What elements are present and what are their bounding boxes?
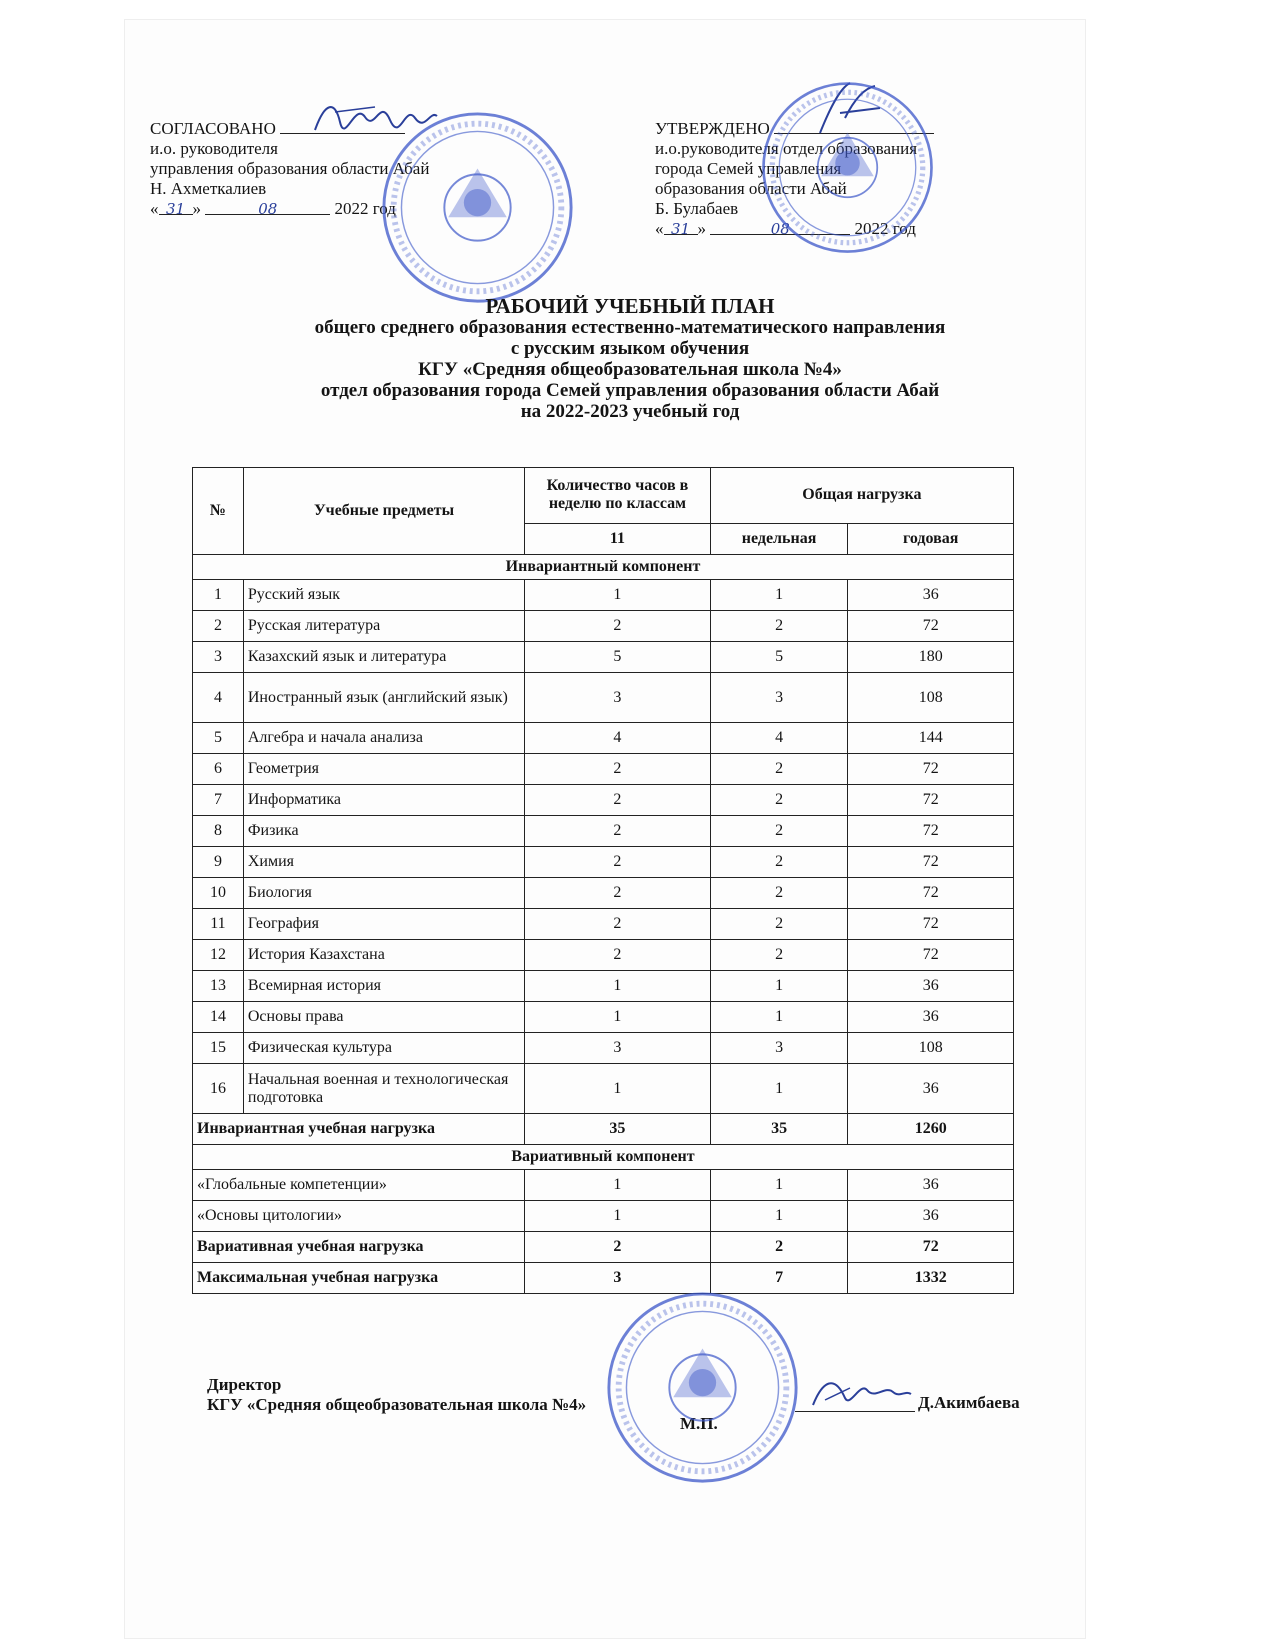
header-subjects: Учебные предметы	[243, 468, 524, 555]
variative-total-row-yearly: 72	[848, 1232, 1014, 1263]
approval-right-name: Б. Булабаев	[655, 199, 739, 218]
row-subject: Химия	[243, 847, 524, 878]
table-row	[193, 1002, 1014, 1033]
document-subtitle-line4: КГУ «Средняя общеобразовательная школа №4»	[418, 359, 842, 380]
row-yearly: 36	[848, 1064, 1014, 1114]
approval-right-position1: и.о.руководителя отдел образования	[655, 139, 918, 158]
approval-right-position2: города Семей управления	[655, 159, 842, 178]
row-subject: Основы права	[243, 1002, 524, 1033]
row-subject: Казахский язык и литература	[243, 642, 524, 673]
variative-total-row-hours: 2	[525, 1232, 711, 1263]
row-num: 10	[193, 878, 244, 909]
row-hours: 2	[525, 878, 711, 909]
row-weekly: 5	[710, 642, 848, 673]
row-weekly: 1	[710, 1002, 848, 1033]
stamp-place-label: М.П.	[680, 1414, 718, 1433]
approval-left-block: СОГЛАСОВАНО и.о. руководителя управления образования области Абай Н. Ахметкалиев « 31 » 08 2022 год	[150, 119, 430, 218]
footer-block	[207, 1375, 586, 1415]
document-subtitle-line3: с русским языком обучения	[510, 338, 750, 359]
header-num: №	[193, 468, 244, 555]
max-total-row-weekly: 7	[710, 1263, 848, 1294]
approval-left-position1: и.о. руководителя	[150, 139, 278, 158]
row-hours: 2	[525, 847, 711, 878]
row-subject: География	[243, 909, 524, 940]
row-yearly: 72	[848, 878, 1014, 909]
row-hours: 2	[525, 785, 711, 816]
row-num: 5	[193, 723, 244, 754]
row-weekly: 1	[710, 1201, 848, 1232]
row-hours: 1	[525, 1201, 711, 1232]
table-row	[193, 580, 1014, 611]
row-num: 12	[193, 940, 244, 971]
row-subject: «Глобальные компетенции»	[193, 1170, 525, 1201]
row-weekly: 2	[710, 909, 848, 940]
row-weekly: 1	[710, 580, 848, 611]
row-weekly: 2	[710, 611, 848, 642]
row-subject: Иностранный язык (английский язык)	[243, 673, 524, 723]
table-row	[193, 642, 1014, 673]
header-load: Общая нагрузка	[710, 468, 1013, 524]
row-hours: 1	[525, 971, 711, 1002]
row-subject: Физическая культура	[243, 1033, 524, 1064]
row-yearly: 36	[848, 1002, 1014, 1033]
approval-left-label: СОГЛАСОВАНО	[150, 119, 276, 138]
table-row	[193, 1064, 1014, 1114]
row-subject: «Основы цитологии»	[193, 1201, 525, 1232]
row-hours: 1	[525, 1064, 711, 1114]
row-subject: Русский язык	[243, 580, 524, 611]
header-hours: Количество часов в неделю по классам	[525, 468, 711, 524]
document-subtitle-line5: отдел образования города Семей управления образования области Абай	[320, 380, 940, 401]
row-hours: 3	[525, 1033, 711, 1064]
table-row	[193, 1201, 1014, 1232]
row-hours: 2	[525, 816, 711, 847]
row-num: 4	[193, 673, 244, 723]
table-row	[193, 847, 1014, 878]
row-weekly: 1	[710, 971, 848, 1002]
row-yearly: 72	[848, 847, 1014, 878]
row-weekly: 3	[710, 673, 848, 723]
section-variative	[193, 1145, 1014, 1170]
invariant-total-row-yearly: 1260	[848, 1114, 1014, 1145]
row-subject: Всемирная история	[243, 971, 524, 1002]
row-subject: Алгебра и начала анализа	[243, 723, 524, 754]
header-weekly: недельная	[710, 523, 848, 554]
row-weekly: 2	[710, 816, 848, 847]
table-row	[193, 723, 1014, 754]
variative-total-row-label: Вариативная учебная нагрузка	[193, 1232, 525, 1263]
section-invariant-title: Инвариантный компонент	[193, 555, 1014, 580]
row-weekly: 1	[710, 1170, 848, 1201]
row-subject: Биология	[243, 878, 524, 909]
footer-position: Директор	[207, 1375, 282, 1394]
row-hours: 1	[525, 580, 711, 611]
row-subject: Физика	[243, 816, 524, 847]
row-subject: Информатика	[243, 785, 524, 816]
row-num: 6	[193, 754, 244, 785]
row-num: 1	[193, 580, 244, 611]
row-yearly: 72	[848, 754, 1014, 785]
approval-right-block: УТВЕРЖДЕНО и.о.руководителя отдел образования города Семей управления образования области Абай Б. Булабаев « 31 » 08 2022 год	[655, 118, 934, 239]
row-num: 14	[193, 1002, 244, 1033]
table-row	[193, 785, 1014, 816]
row-yearly: 72	[848, 611, 1014, 642]
document-subtitle-line6: на 2022-2023 учебный год	[520, 401, 740, 422]
table-row	[193, 940, 1014, 971]
invariant-total-row-hours: 35	[525, 1114, 711, 1145]
official-seal-left	[380, 110, 575, 305]
row-yearly: 72	[848, 940, 1014, 971]
row-subject: Начальная военная и технологическая подготовка	[243, 1064, 524, 1114]
header-grade: 11	[525, 523, 711, 554]
approval-right-label: УТВЕРЖДЕНО	[655, 119, 770, 138]
approval-right-day: 31	[664, 219, 698, 235]
row-yearly: 36	[848, 971, 1014, 1002]
director-signature-image	[805, 1370, 915, 1415]
approval-left-day: 31	[159, 199, 193, 215]
header-yearly: годовая	[848, 523, 1014, 554]
row-weekly: 2	[710, 940, 848, 971]
max-total-row-yearly: 1332	[848, 1263, 1014, 1294]
row-weekly: 2	[710, 878, 848, 909]
row-num: 16	[193, 1064, 244, 1114]
curriculum-table	[192, 467, 1014, 1294]
table-row	[193, 1033, 1014, 1064]
row-hours: 3	[525, 673, 711, 723]
row-hours: 2	[525, 940, 711, 971]
row-hours: 5	[525, 642, 711, 673]
variative-total-row-weekly: 2	[710, 1232, 848, 1263]
row-num: 7	[193, 785, 244, 816]
max-total-row-label: Максимальная учебная нагрузка	[193, 1263, 525, 1294]
row-weekly: 2	[710, 847, 848, 878]
approval-right-year: 2022 год	[854, 219, 916, 238]
row-num: 11	[193, 909, 244, 940]
approval-right-position3: образования области Абай	[655, 179, 847, 198]
table-row	[193, 878, 1014, 909]
row-num: 8	[193, 816, 244, 847]
row-yearly: 72	[848, 816, 1014, 847]
row-hours: 1	[525, 1170, 711, 1201]
table-row	[193, 611, 1014, 642]
section-variative-title: Вариативный компонент	[193, 1145, 1014, 1170]
approval-left-year: 2022 год	[334, 199, 396, 218]
footer-school: КГУ «Средняя общеобразовательная школа №4»	[207, 1395, 587, 1414]
row-num: 13	[193, 971, 244, 1002]
row-yearly: 144	[848, 723, 1014, 754]
row-num: 9	[193, 847, 244, 878]
row-hours: 2	[525, 909, 711, 940]
approval-right-month: 08	[710, 219, 850, 235]
table-row	[193, 816, 1014, 847]
row-num: 2	[193, 611, 244, 642]
invariant-total-row-label: Инвариантная учебная нагрузка	[193, 1114, 525, 1145]
table-row	[193, 971, 1014, 1002]
row-yearly: 108	[848, 673, 1014, 723]
row-hours: 4	[525, 723, 711, 754]
approval-left-name: Н. Ахметкалиев	[150, 179, 267, 198]
row-weekly: 4	[710, 723, 848, 754]
row-hours: 1	[525, 1002, 711, 1033]
row-yearly: 72	[848, 785, 1014, 816]
director-name: Д.Акимбаева	[918, 1393, 1020, 1412]
approval-left-month: 08	[205, 199, 330, 215]
row-subject: История Казахстана	[243, 940, 524, 971]
row-yearly: 108	[848, 1033, 1014, 1064]
table-row	[193, 1170, 1014, 1201]
table-row	[193, 754, 1014, 785]
table-row	[193, 909, 1014, 940]
document-title: РАБОЧИЙ УЧЕБНЫЙ ПЛАН	[485, 294, 775, 318]
row-yearly: 36	[848, 580, 1014, 611]
variative-total-row	[193, 1232, 1014, 1263]
row-weekly: 1	[710, 1064, 848, 1114]
official-seal-bottom	[605, 1290, 800, 1485]
row-weekly: 3	[710, 1033, 848, 1064]
document-subtitle-line2: общего среднего образования естественно-математического направления	[314, 317, 946, 338]
table-row	[193, 673, 1014, 723]
row-yearly: 36	[848, 1201, 1014, 1232]
max-total-row	[193, 1263, 1014, 1294]
document-title-block	[170, 296, 1090, 422]
row-num: 3	[193, 642, 244, 673]
invariant-total-row	[193, 1114, 1014, 1145]
row-num: 15	[193, 1033, 244, 1064]
row-yearly: 36	[848, 1170, 1014, 1201]
row-subject: Геометрия	[243, 754, 524, 785]
row-weekly: 2	[710, 785, 848, 816]
approval-left-position2: управления образования области Абай	[150, 159, 430, 178]
curriculum-table-body	[193, 555, 1014, 1294]
row-yearly: 180	[848, 642, 1014, 673]
row-hours: 2	[525, 611, 711, 642]
row-subject: Русская литература	[243, 611, 524, 642]
row-weekly: 2	[710, 754, 848, 785]
row-hours: 2	[525, 754, 711, 785]
max-total-row-hours: 3	[525, 1263, 711, 1294]
official-seal-right	[760, 80, 935, 255]
row-yearly: 72	[848, 909, 1014, 940]
invariant-total-row-weekly: 35	[710, 1114, 848, 1145]
